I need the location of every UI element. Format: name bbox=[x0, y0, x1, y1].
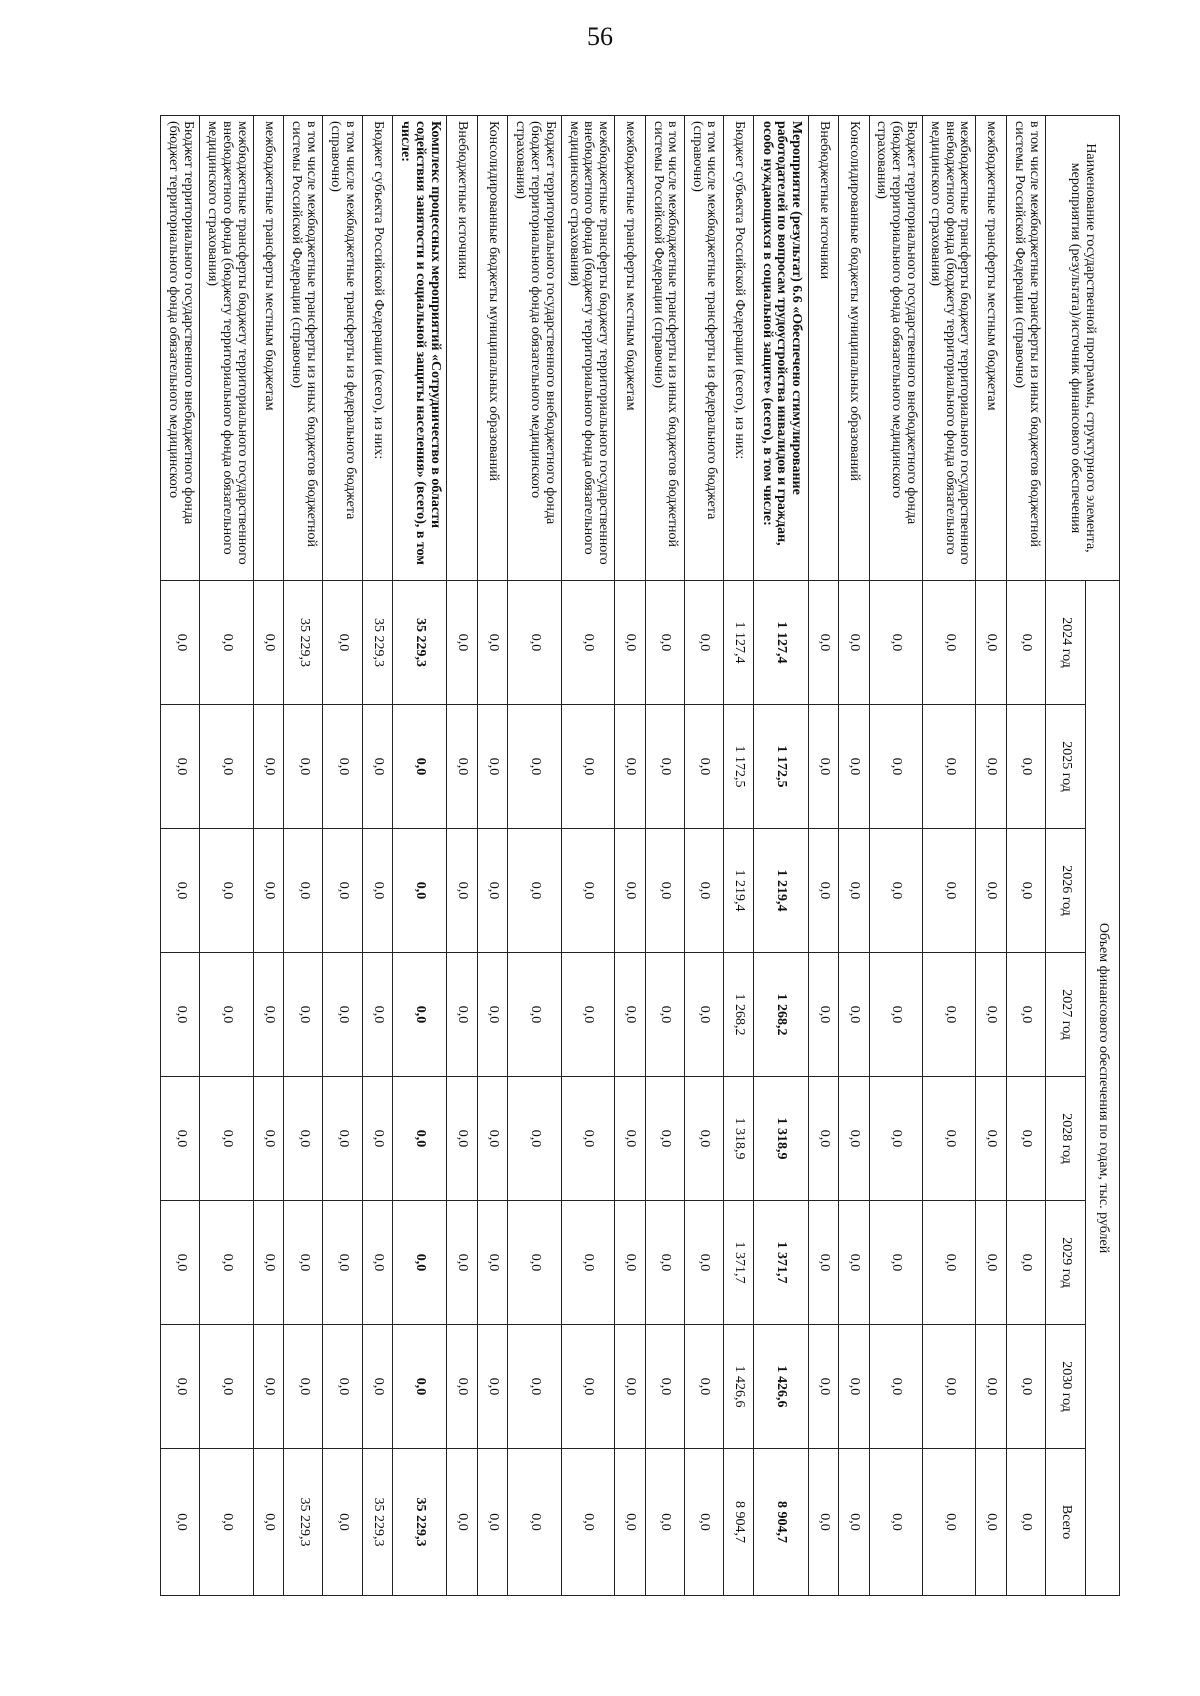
row-value: 0,0 bbox=[839, 1449, 869, 1596]
row-value: 0,0 bbox=[976, 705, 1006, 829]
table-row bbox=[284, 116, 323, 1596]
row-value: 0,0 bbox=[808, 705, 838, 829]
row-value: 0,0 bbox=[923, 1449, 976, 1596]
row-value: 0,0 bbox=[808, 1449, 838, 1596]
row-value: 0,0 bbox=[923, 829, 976, 953]
row-value: 0,0 bbox=[508, 1201, 561, 1325]
row-value: 0,0 bbox=[161, 1325, 200, 1449]
table-row bbox=[976, 116, 1006, 1596]
row-value: 0,0 bbox=[684, 1449, 723, 1596]
row-value: 1 172,5 bbox=[754, 705, 808, 829]
row-value: 0,0 bbox=[869, 829, 922, 953]
row-value: 0,0 bbox=[561, 1201, 614, 1325]
row-value: 0,0 bbox=[447, 1077, 477, 1201]
row-value: 0,0 bbox=[976, 829, 1006, 953]
table-row bbox=[161, 116, 200, 1596]
row-value: 0,0 bbox=[645, 829, 684, 953]
row-value: 0,0 bbox=[508, 953, 561, 1077]
row-name: в том числе межбюджетные трансферты из федерального бюджета (справочно) bbox=[684, 116, 723, 581]
row-name: в том числе межбюджетные трансферты из федерального бюджета (справочно) bbox=[323, 116, 362, 581]
row-name: Консолидированные бюджеты муниципальных образований bbox=[839, 116, 869, 581]
table-row bbox=[1006, 116, 1045, 1596]
row-value: 8 904,7 bbox=[754, 1449, 808, 1596]
row-value: 0,0 bbox=[808, 953, 838, 1077]
row-value: 0,0 bbox=[393, 953, 447, 1077]
row-value: 0,0 bbox=[477, 1077, 507, 1201]
row-value: 0,0 bbox=[508, 1325, 561, 1449]
row-value: 0,0 bbox=[684, 829, 723, 953]
table-row bbox=[754, 116, 808, 1596]
row-value: 0,0 bbox=[976, 581, 1006, 705]
row-value: 0,0 bbox=[200, 1077, 253, 1201]
header-year: 2026 год bbox=[1046, 829, 1086, 953]
row-value: 0,0 bbox=[615, 1077, 645, 1201]
table-row bbox=[839, 116, 869, 1596]
row-value: 0,0 bbox=[323, 1077, 362, 1201]
row-name: Бюджет субъекта Российской Федерации (всего), из них: bbox=[723, 116, 753, 581]
row-value: 0,0 bbox=[1006, 1449, 1045, 1596]
row-value: 0,0 bbox=[839, 953, 869, 1077]
row-value: 0,0 bbox=[447, 829, 477, 953]
row-value: 0,0 bbox=[477, 705, 507, 829]
row-value: 0,0 bbox=[508, 1077, 561, 1201]
row-value: 0,0 bbox=[561, 953, 614, 1077]
row-name: Мероприятие (результат) 6.6 «Обеспечено стимулирование работодателей по вопросам трудоустройства инвалидов и граждан, особо нуждающихся в социальной защите» (всего), в том числе: bbox=[754, 116, 808, 581]
row-value: 1 219,4 bbox=[754, 829, 808, 953]
row-value: 0,0 bbox=[684, 1077, 723, 1201]
row-value: 0,0 bbox=[869, 581, 922, 705]
row-name: межбюджетные трансферты бюджету территориального государственного внебюджетного фонда (бюджету территориального фонда обязательного медицинского страхования) bbox=[923, 116, 976, 581]
row-value: 1 426,6 bbox=[754, 1325, 808, 1449]
row-value: 0,0 bbox=[684, 953, 723, 1077]
table-row bbox=[447, 116, 477, 1596]
row-value: 0,0 bbox=[253, 1449, 283, 1596]
row-value: 0,0 bbox=[869, 1077, 922, 1201]
row-value: 0,0 bbox=[447, 1449, 477, 1596]
row-value: 0,0 bbox=[561, 1449, 614, 1596]
row-value: 0,0 bbox=[323, 829, 362, 953]
table-row bbox=[923, 116, 976, 1596]
row-value: 0,0 bbox=[615, 581, 645, 705]
row-value: 0,0 bbox=[362, 1201, 392, 1325]
row-value: 0,0 bbox=[362, 705, 392, 829]
row-value: 0,0 bbox=[253, 581, 283, 705]
row-value: 0,0 bbox=[645, 953, 684, 1077]
row-value: 0,0 bbox=[561, 581, 614, 705]
table-row bbox=[508, 116, 561, 1596]
row-value: 0,0 bbox=[393, 1201, 447, 1325]
row-value: 0,0 bbox=[808, 1077, 838, 1201]
row-value: 0,0 bbox=[323, 705, 362, 829]
row-value: 0,0 bbox=[561, 1325, 614, 1449]
row-value: 1 371,7 bbox=[754, 1201, 808, 1325]
header-year: 2024 год bbox=[1046, 581, 1086, 705]
row-value: 0,0 bbox=[615, 1325, 645, 1449]
row-name: Консолидированные бюджеты муниципальных образований bbox=[477, 116, 507, 581]
row-value: 1 219,4 bbox=[723, 829, 753, 953]
row-value: 0,0 bbox=[869, 705, 922, 829]
row-value: 0,0 bbox=[1006, 1325, 1045, 1449]
row-value: 0,0 bbox=[923, 581, 976, 705]
table-row bbox=[615, 116, 645, 1596]
row-value: 0,0 bbox=[869, 953, 922, 1077]
row-value: 0,0 bbox=[393, 705, 447, 829]
row-value: 8 904,7 bbox=[723, 1449, 753, 1596]
row-value: 0,0 bbox=[1006, 1077, 1045, 1201]
row-value: 1 127,4 bbox=[723, 581, 753, 705]
table-row bbox=[200, 116, 253, 1596]
row-value: 0,0 bbox=[253, 705, 283, 829]
table-row bbox=[808, 116, 838, 1596]
row-value: 0,0 bbox=[477, 1201, 507, 1325]
table-row bbox=[362, 116, 392, 1596]
row-value: 0,0 bbox=[200, 953, 253, 1077]
row-value: 0,0 bbox=[161, 705, 200, 829]
row-value: 0,0 bbox=[508, 1449, 561, 1596]
row-value: 1 371,7 bbox=[723, 1201, 753, 1325]
header-year: 2028 год bbox=[1046, 1077, 1086, 1201]
row-value: 0,0 bbox=[284, 1201, 323, 1325]
row-value: 0,0 bbox=[161, 953, 200, 1077]
row-value: 0,0 bbox=[645, 1449, 684, 1596]
table-row bbox=[684, 116, 723, 1596]
row-name: межбюджетные трансферты местным бюджетам bbox=[976, 116, 1006, 581]
table-body bbox=[161, 116, 1046, 1596]
row-value: 0,0 bbox=[284, 829, 323, 953]
row-name: Бюджет территориального государственного внебюджетного фонда (бюджет территориального фонда обязательного медицинского страхования) bbox=[508, 116, 561, 581]
row-value: 0,0 bbox=[508, 705, 561, 829]
row-value: 0,0 bbox=[808, 1325, 838, 1449]
row-value: 0,0 bbox=[645, 705, 684, 829]
row-value: 0,0 bbox=[1006, 953, 1045, 1077]
row-value: 0,0 bbox=[323, 953, 362, 1077]
row-value: 0,0 bbox=[477, 1449, 507, 1596]
row-name: Бюджет субъекта Российской Федерации (всего), из них: bbox=[362, 116, 392, 581]
row-value: 0,0 bbox=[645, 1077, 684, 1201]
table-row bbox=[561, 116, 614, 1596]
row-value: 0,0 bbox=[200, 829, 253, 953]
row-value: 0,0 bbox=[839, 829, 869, 953]
row-value: 0,0 bbox=[839, 581, 869, 705]
row-value: 0,0 bbox=[808, 581, 838, 705]
row-value: 1 318,9 bbox=[754, 1077, 808, 1201]
row-value: 35 229,3 bbox=[362, 1449, 392, 1596]
row-value: 0,0 bbox=[477, 581, 507, 705]
row-value: 0,0 bbox=[1006, 581, 1045, 705]
table-row bbox=[477, 116, 507, 1596]
row-value: 0,0 bbox=[839, 1325, 869, 1449]
row-value: 0,0 bbox=[923, 705, 976, 829]
row-value: 0,0 bbox=[615, 953, 645, 1077]
header-year: 2025 год bbox=[1046, 705, 1086, 829]
row-value: 0,0 bbox=[477, 829, 507, 953]
row-value: 0,0 bbox=[447, 953, 477, 1077]
row-value: 1 172,5 bbox=[723, 705, 753, 829]
row-value: 0,0 bbox=[976, 1077, 1006, 1201]
row-value: 0,0 bbox=[200, 581, 253, 705]
row-value: 0,0 bbox=[869, 1201, 922, 1325]
row-name: Бюджет территориального государственного внебюджетного фонда (бюджет территориального фонда обязательного медицинского страхования) bbox=[869, 116, 922, 581]
row-name: межбюджетные трансферты бюджету территориального государственного внебюджетного фонда (бюджету территориального фонда обязательного медицинского страхования) bbox=[561, 116, 614, 581]
row-value: 0,0 bbox=[200, 1325, 253, 1449]
page-number: 56 bbox=[587, 22, 613, 51]
row-value: 0,0 bbox=[161, 1449, 200, 1596]
row-value: 0,0 bbox=[161, 581, 200, 705]
row-value: 0,0 bbox=[323, 1201, 362, 1325]
row-value: 35 229,3 bbox=[284, 1449, 323, 1596]
row-name: Комплекс процессных мероприятий «Сотрудничество в области содействия занятости и социальной защиты населения» (всего), в том числе: bbox=[393, 116, 447, 581]
row-value: 0,0 bbox=[684, 581, 723, 705]
table-row bbox=[323, 116, 362, 1596]
row-value: 1 268,2 bbox=[754, 953, 808, 1077]
row-value: 0,0 bbox=[161, 1077, 200, 1201]
row-value: 35 229,3 bbox=[284, 581, 323, 705]
row-value: 1 268,2 bbox=[723, 953, 753, 1077]
row-value: 0,0 bbox=[253, 1325, 283, 1449]
row-value: 0,0 bbox=[684, 1325, 723, 1449]
row-value: 1 318,9 bbox=[723, 1077, 753, 1201]
row-value: 0,0 bbox=[839, 705, 869, 829]
financing-table bbox=[160, 115, 1120, 1596]
row-value: 0,0 bbox=[561, 705, 614, 829]
row-value: 0,0 bbox=[200, 1449, 253, 1596]
row-value: 0,0 bbox=[477, 953, 507, 1077]
row-value: 0,0 bbox=[284, 953, 323, 1077]
row-value: 0,0 bbox=[615, 829, 645, 953]
header-group: Объем финансового обеспечения по годам, тыс. рублей bbox=[1086, 581, 1120, 1596]
row-value: 35 229,3 bbox=[393, 1449, 447, 1596]
row-value: 0,0 bbox=[253, 1201, 283, 1325]
row-value: 0,0 bbox=[393, 829, 447, 953]
row-name: в том числе межбюджетные трансферты из иных бюджетов бюджетной системы Российской Федерации (справочно) bbox=[284, 116, 323, 581]
row-value: 0,0 bbox=[447, 705, 477, 829]
row-name: Внебюджетные источники bbox=[447, 116, 477, 581]
row-value: 0,0 bbox=[447, 581, 477, 705]
row-value: 0,0 bbox=[808, 829, 838, 953]
row-value: 0,0 bbox=[923, 1325, 976, 1449]
row-value: 0,0 bbox=[393, 1325, 447, 1449]
table-row bbox=[723, 116, 753, 1596]
table-row bbox=[645, 116, 684, 1596]
row-value: 0,0 bbox=[362, 829, 392, 953]
header-year: 2029 год bbox=[1046, 1201, 1086, 1325]
header-year: 2027 год bbox=[1046, 953, 1086, 1077]
row-value: 0,0 bbox=[684, 1201, 723, 1325]
row-value: 35 229,3 bbox=[393, 581, 447, 705]
row-value: 0,0 bbox=[362, 1325, 392, 1449]
header-year: 2030 год bbox=[1046, 1325, 1086, 1449]
row-value: 0,0 bbox=[923, 953, 976, 1077]
table-row bbox=[253, 116, 283, 1596]
row-value: 0,0 bbox=[323, 1325, 362, 1449]
row-value: 0,0 bbox=[508, 581, 561, 705]
row-value: 0,0 bbox=[976, 1325, 1006, 1449]
row-value: 0,0 bbox=[645, 1201, 684, 1325]
row-value: 0,0 bbox=[923, 1201, 976, 1325]
header-year: Всего bbox=[1046, 1449, 1086, 1596]
row-name: межбюджетные трансферты местным бюджетам bbox=[615, 116, 645, 581]
row-value: 0,0 bbox=[1006, 829, 1045, 953]
row-value: 0,0 bbox=[684, 705, 723, 829]
row-value: 0,0 bbox=[284, 1077, 323, 1201]
row-value: 0,0 bbox=[284, 705, 323, 829]
row-value: 0,0 bbox=[393, 1077, 447, 1201]
row-value: 0,0 bbox=[477, 1325, 507, 1449]
row-value: 0,0 bbox=[561, 1077, 614, 1201]
row-value: 0,0 bbox=[1006, 705, 1045, 829]
row-name: Бюджет территориального государственного внебюджетного фонда (бюджет территориального фонда обязательного медицинского bbox=[161, 116, 200, 581]
row-value: 0,0 bbox=[615, 705, 645, 829]
row-value: 0,0 bbox=[615, 1201, 645, 1325]
row-value: 0,0 bbox=[976, 1201, 1006, 1325]
row-value: 0,0 bbox=[869, 1325, 922, 1449]
table-row bbox=[393, 116, 447, 1596]
row-value: 0,0 bbox=[839, 1077, 869, 1201]
row-name: межбюджетные трансферты местным бюджетам bbox=[253, 116, 283, 581]
row-value: 0,0 bbox=[508, 829, 561, 953]
row-name: Внебюджетные источники bbox=[808, 116, 838, 581]
row-value: 0,0 bbox=[645, 581, 684, 705]
header-name: Наименование государственной программы, структурного элемента, мероприятия (результата)/источник финансового обеспечения bbox=[1046, 116, 1120, 581]
row-value: 0,0 bbox=[976, 953, 1006, 1077]
rotated-table-block bbox=[160, 115, 1120, 1595]
row-value: 0,0 bbox=[976, 1449, 1006, 1596]
row-value: 0,0 bbox=[362, 1077, 392, 1201]
row-value: 0,0 bbox=[200, 1201, 253, 1325]
row-name: в том числе межбюджетные трансферты из иных бюджетов бюджетной системы Российской Федерации (справочно) bbox=[645, 116, 684, 581]
row-value: 0,0 bbox=[323, 1449, 362, 1596]
row-value: 0,0 bbox=[645, 1325, 684, 1449]
row-value: 0,0 bbox=[615, 1449, 645, 1596]
row-value: 0,0 bbox=[253, 953, 283, 1077]
row-value: 0,0 bbox=[1006, 1201, 1045, 1325]
row-name: в том числе межбюджетные трансферты из иных бюджетов бюджетной системы Российской Федерации (справочно) bbox=[1006, 116, 1045, 581]
row-value: 0,0 bbox=[323, 581, 362, 705]
row-value: 35 229,3 bbox=[362, 581, 392, 705]
row-value: 0,0 bbox=[161, 829, 200, 953]
row-value: 0,0 bbox=[839, 1201, 869, 1325]
row-value: 0,0 bbox=[253, 829, 283, 953]
row-value: 0,0 bbox=[447, 1325, 477, 1449]
row-value: 0,0 bbox=[869, 1449, 922, 1596]
row-value: 0,0 bbox=[161, 1201, 200, 1325]
row-name: межбюджетные трансферты бюджету территориального государственного внебюджетного фонда (бюджету территориального фонда обязательного медицинского страхования) bbox=[200, 116, 253, 581]
row-value: 0,0 bbox=[284, 1325, 323, 1449]
row-value: 0,0 bbox=[808, 1201, 838, 1325]
row-value: 0,0 bbox=[253, 1077, 283, 1201]
row-value: 0,0 bbox=[447, 1201, 477, 1325]
row-value: 0,0 bbox=[362, 953, 392, 1077]
row-value: 1 426,6 bbox=[723, 1325, 753, 1449]
row-value: 1 127,4 bbox=[754, 581, 808, 705]
row-value: 0,0 bbox=[923, 1077, 976, 1201]
row-value: 0,0 bbox=[200, 705, 253, 829]
row-value: 0,0 bbox=[561, 829, 614, 953]
table-row bbox=[869, 116, 922, 1596]
